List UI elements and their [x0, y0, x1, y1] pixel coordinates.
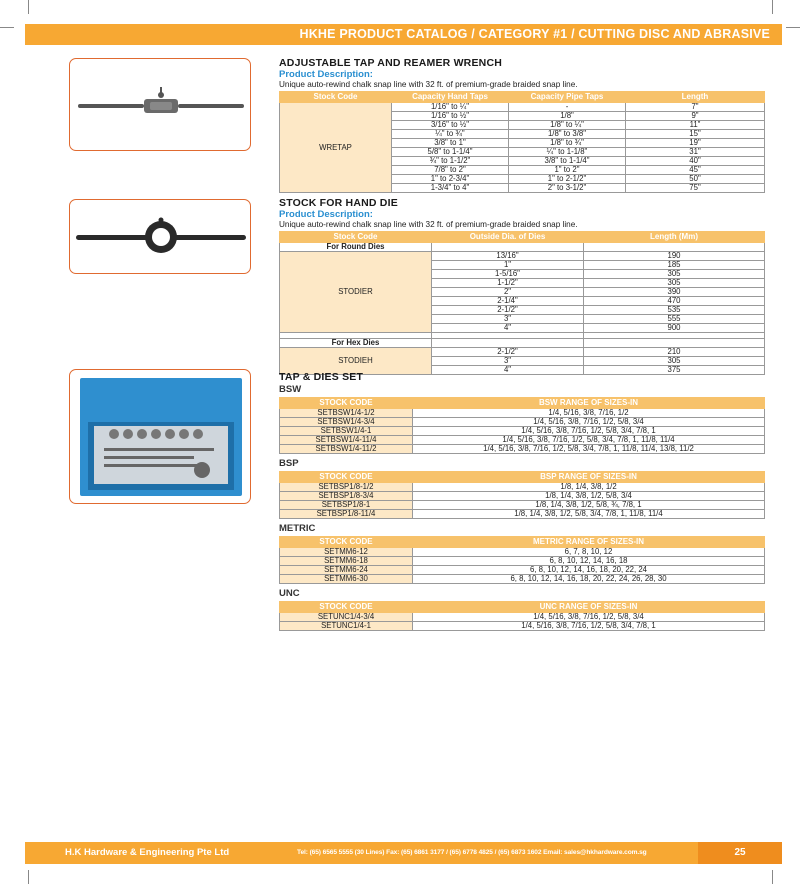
bsp-label: BSP	[279, 458, 299, 469]
table-cell: 50"	[626, 175, 765, 184]
group-row	[280, 339, 765, 348]
table-cell: 1-5/16"	[432, 270, 584, 279]
product-description-text: Unique auto-rewind chalk snap line with 32 ft. of premium-grade braided snap line.	[279, 220, 578, 229]
table-cell: 7"	[626, 103, 765, 112]
table-cell: 9"	[626, 112, 765, 121]
die-stock-image	[69, 199, 251, 274]
table-cell: 4"	[432, 324, 584, 333]
table-cell: 40"	[626, 157, 765, 166]
product-description-text: Unique auto-rewind chalk snap line with 32 ft. of premium-grade braided snap line.	[279, 80, 578, 89]
group-label: For Hex Dies	[280, 339, 432, 348]
table-cell: 1/4, 5/16, 3/8, 7/16, 1/2, 5/8, 3/4	[413, 418, 765, 427]
table-cell: 1/8"	[509, 112, 626, 121]
table-cell: 1-3/4" to 4"	[392, 184, 509, 193]
table-cell: 1/4, 5/16, 3/8, 7/16, 1/2	[413, 409, 765, 418]
table-cell: 7/8" to 2"	[392, 166, 509, 175]
table-row	[280, 575, 765, 584]
stock-code-cell: SETBSW1/4-1/2	[280, 409, 413, 418]
product-description-label: Product Description:	[279, 209, 373, 220]
stock-code-cell: SETBSP1/8-1	[280, 501, 413, 510]
tap-wrench-table	[279, 91, 765, 193]
table-header-row	[280, 537, 765, 548]
table-cell: 4"	[432, 366, 584, 375]
table-cell: 1/4, 5/16, 3/8, 7/16, 1/2, 5/8, 3/4, 7/8, 1	[413, 622, 765, 631]
table-row	[280, 445, 765, 454]
table-row	[280, 510, 765, 519]
table-cell: 1-1/2"	[432, 279, 584, 288]
table-cell: 11"	[626, 121, 765, 130]
group-label: For Round Dies	[280, 243, 432, 252]
tap-wrench-section	[279, 57, 765, 193]
table-cell: 1" to 2"	[509, 166, 626, 175]
table-cell: 1/8, 1/4, 3/8, 1/2, 5/8, 3/4	[413, 492, 765, 501]
table-cell: 1/8" to ¼"	[509, 121, 626, 130]
table-cell: 375	[584, 366, 765, 375]
stock-code-cell: SETBSP1/8-1/2	[280, 483, 413, 492]
column-header: Length (Mm)	[584, 232, 765, 243]
table-cell: 1/16" to ¼"	[392, 103, 509, 112]
table-cell: 1/8, 1/4, 3/8, 1/2	[413, 483, 765, 492]
table-cell: 19"	[626, 139, 765, 148]
table-cell: 2"	[432, 288, 584, 297]
footer-company: H.K Hardware & Engineering Pte Ltd	[65, 847, 230, 858]
table-row	[280, 348, 765, 357]
stock-code-cell: SETBSW1/4-1	[280, 427, 413, 436]
table-cell: 185	[584, 261, 765, 270]
table-cell: 470	[584, 297, 765, 306]
table-cell: 1/8, 1/4, 3/8, 1/2, 5/8, 3/4, 7/8, 1, 11/8, 11/4	[413, 510, 765, 519]
stock-code-cell: SETBSW1/4-11/4	[280, 436, 413, 445]
table-cell: 6, 8, 10, 12, 14, 16, 18	[413, 557, 765, 566]
stock-code-cell: SETBSP1/8-3/4	[280, 492, 413, 501]
column-header: STOCK CODE	[280, 398, 413, 409]
table-cell: 1" to 2-1/2"	[509, 175, 626, 184]
group-row	[280, 243, 765, 252]
stock-code-cell: SETUNC1/4-3/4	[280, 613, 413, 622]
stock-code-cell: SETUNC1/4-1	[280, 622, 413, 631]
section-title: TAP & DIES SET	[279, 371, 364, 383]
table-cell: 3"	[432, 357, 584, 366]
section-title: ADJUSTABLE TAP AND REAMER WRENCH	[279, 57, 503, 69]
table-cell: 1/4, 5/16, 3/8, 7/16, 1/2, 5/8, 3/4, 7/8, 1, 11/8, 11/4	[413, 436, 765, 445]
stock-code-cell: SETBSW1/4-11/2	[280, 445, 413, 454]
table-cell: 535	[584, 306, 765, 315]
table-cell: 1/4, 5/16, 3/8, 7/16, 1/2, 5/8, 3/4, 7/8, 1, 11/8, 11/4, 13/8, 11/2	[413, 445, 765, 454]
table-cell: 390	[584, 288, 765, 297]
table-cell: 15"	[626, 130, 765, 139]
table-cell: 13/16"	[432, 252, 584, 261]
bsw-label: BSW	[279, 384, 302, 395]
table-cell: 1/8" to ¾"	[509, 139, 626, 148]
stock-code-cell: STODIEH	[280, 348, 432, 375]
crop-mark	[28, 870, 29, 884]
column-header: BSW RANGE OF SIZES-IN	[413, 398, 765, 409]
table-cell: 190	[584, 252, 765, 261]
table-cell: 75"	[626, 184, 765, 193]
table-cell: 1/4, 5/16, 3/8, 7/16, 1/2, 5/8, 3/4, 7/8, 1	[413, 427, 765, 436]
table-cell: 6, 7, 8, 10, 12	[413, 548, 765, 557]
crop-mark	[772, 870, 773, 884]
table-cell: 1/16" to ½"	[392, 112, 509, 121]
table-cell: 1/8" to 3/8"	[509, 130, 626, 139]
table-header-row	[280, 602, 765, 613]
column-header: Capacity Pipe Taps	[509, 92, 626, 103]
column-header: STOCK CODE	[280, 472, 413, 483]
table-cell: 1/4, 5/16, 3/8, 7/16, 1/2, 5/8, 3/4	[413, 613, 765, 622]
stock-code-cell: SETMM6-12	[280, 548, 413, 557]
table-header-row	[280, 398, 765, 409]
table-header-row	[280, 232, 765, 243]
table-cell: 1/8, 1/4, 3/8, 1/2, 5/8, ¾, 7/8, 1	[413, 501, 765, 510]
column-header: STOCK CODE	[280, 602, 413, 613]
unc-label: UNC	[279, 588, 300, 599]
bsw-table	[279, 397, 765, 454]
table-cell: 6, 8, 10, 12, 14, 16, 18, 20, 22, 24, 26, 28, 30	[413, 575, 765, 584]
column-header: Capacity Hand Taps	[392, 92, 509, 103]
stock-code-cell: SETMM6-24	[280, 566, 413, 575]
table-cell: 305	[584, 279, 765, 288]
table-cell: 210	[584, 348, 765, 357]
stock-code-cell: SETBSP1/8-11/4	[280, 510, 413, 519]
table-cell: ¾" to 1-1/2"	[392, 157, 509, 166]
table-cell: 3/8" to 1"	[392, 139, 509, 148]
tap-wrench-image	[69, 58, 251, 151]
footer-contact: Tel: (65) 6565 5555 (30 Lines) Fax: (65) 6861 3177 / (65) 6778 4825 / (65) 6873 1602 Email: sales@hkhardware.com.sg	[297, 849, 647, 856]
column-header: METRIC RANGE OF SIZES-IN	[413, 537, 765, 548]
unc-table	[279, 601, 765, 631]
table-cell: 305	[584, 357, 765, 366]
table-cell: 3/8" to 1-1/4"	[509, 157, 626, 166]
table-cell: 45"	[626, 166, 765, 175]
page-number: 25	[698, 842, 782, 864]
table-cell: 3/16" to ½"	[392, 121, 509, 130]
crop-mark	[0, 27, 14, 28]
bsp-table	[279, 471, 765, 519]
crop-mark	[772, 0, 773, 14]
crop-mark	[786, 27, 800, 28]
table-row	[280, 622, 765, 631]
table-row	[280, 252, 765, 261]
column-header: UNC RANGE OF SIZES-IN	[413, 602, 765, 613]
table-cell: -	[509, 103, 626, 112]
table-cell: 2-1/2"	[432, 348, 584, 357]
die-stock-section	[279, 197, 765, 375]
table-cell: 2-1/4"	[432, 297, 584, 306]
tap-die-set-image	[69, 369, 251, 504]
crop-mark	[28, 0, 29, 14]
column-header: Stock Code	[280, 92, 392, 103]
table-cell: 31"	[626, 148, 765, 157]
stock-code-cell: SETBSW1/4-3/4	[280, 418, 413, 427]
tap-dies-set-section	[279, 371, 765, 631]
column-header: Stock Code	[280, 232, 432, 243]
table-cell: 2-1/2"	[432, 306, 584, 315]
product-description-label: Product Description:	[279, 69, 373, 80]
table-cell: 5/8" to 1-1/4"	[392, 148, 509, 157]
table-header-row	[280, 92, 765, 103]
stock-code-cell: SETMM6-18	[280, 557, 413, 566]
table-cell: 2" to 3-1/2"	[509, 184, 626, 193]
table-cell: 555	[584, 315, 765, 324]
metric-label: METRIC	[279, 523, 316, 534]
column-header: Outside Dia. of Dies	[432, 232, 584, 243]
table-header-row	[280, 472, 765, 483]
column-header: BSP RANGE OF SIZES-IN	[413, 472, 765, 483]
table-cell: 900	[584, 324, 765, 333]
table-cell: ¼" to ¾"	[392, 130, 509, 139]
table-cell: 305	[584, 270, 765, 279]
stock-code-cell: WRETAP	[280, 103, 392, 193]
table-cell: 3"	[432, 315, 584, 324]
table-cell: 1"	[432, 261, 584, 270]
stock-code-cell: STODIER	[280, 252, 432, 333]
column-header: Length	[626, 92, 765, 103]
table-cell: 6, 8, 10, 12, 14, 16, 18, 20, 22, 24	[413, 566, 765, 575]
die-stock-table	[279, 231, 765, 375]
section-title: STOCK FOR HAND DIE	[279, 197, 398, 209]
column-header: STOCK CODE	[280, 537, 413, 548]
page-header: HKHE PRODUCT CATALOG / CATEGORY #1 / CUTTING DISC AND ABRASIVE	[25, 24, 782, 45]
stock-code-cell: SETMM6-30	[280, 575, 413, 584]
page-footer	[25, 842, 782, 864]
table-cell: ¼" to 1-1/8"	[509, 148, 626, 157]
table-cell: 1" to 2-3/4"	[392, 175, 509, 184]
metric-table	[279, 536, 765, 584]
